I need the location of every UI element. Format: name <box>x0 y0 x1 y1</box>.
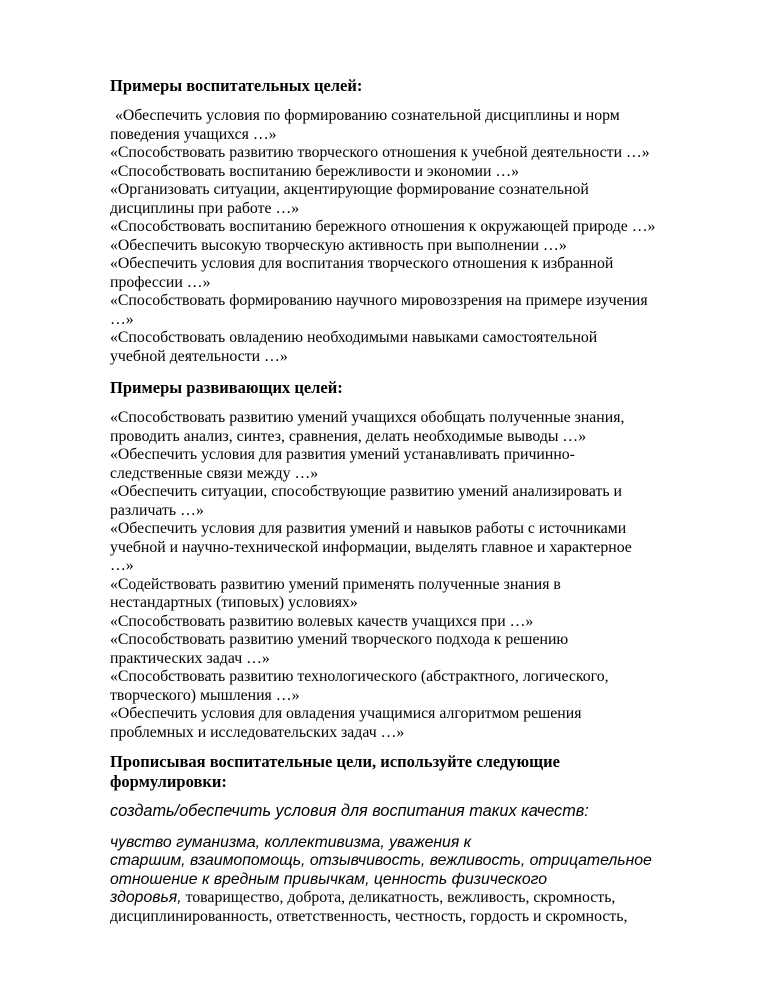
educational-goal-line: профессии …» <box>110 273 211 291</box>
educational-goal-line: «Способствовать формированию научного мировоззрения на примере изучения <box>110 292 648 309</box>
developmental-goal-line: проводить анализ, синтез, сравнения, делать необходимые выводы …» <box>110 427 587 445</box>
educational-goal-line: «Способствовать овладению необходимыми навыками самостоятельной <box>110 329 598 346</box>
developmental-goal-line: «Способствовать развитию волевых качеств учащихся при …» <box>110 612 534 630</box>
developmental-goal-line: проблемных и исследовательских задач …» <box>110 723 405 741</box>
educational-goal-line: «Способствовать развитию творческого отношения к учебной деятельности …» <box>110 144 650 161</box>
qualities-italic-fragment: здоровья, <box>110 889 182 906</box>
developmental-goal-line: «Способствовать развитию умений творческого подхода к решению <box>110 631 569 648</box>
educational-goal-line: «Обеспечить высокую творческую активность при выполнении …» <box>110 236 567 254</box>
educational-goal-line: поведения учащихся …» <box>110 125 277 143</box>
developmental-goal-line: следственные связи между …» <box>110 464 319 482</box>
developmental-goal-line: «Обеспечить ситуации, способствующие развитию умений анализировать и <box>110 483 623 500</box>
heading-wording-line: формулировки: <box>110 772 227 791</box>
qualities-italic-line: чувство гуманизма, коллективизма, уважения к <box>110 833 472 851</box>
educational-goal-line: «Организовать ситуации, акцентирующие формирование сознательной <box>110 181 589 198</box>
developmental-goal-line: нестандартных (типовых) условиях» <box>110 594 358 611</box>
heading-educational-goals: Примеры воспитательных целей: <box>110 76 363 95</box>
document-page <box>110 76 730 926</box>
heading-wording-line: Прописывая воспитательные цели, используйте следующие <box>110 752 560 771</box>
heading-developmental-goals: Примеры развивающих целей: <box>110 378 343 397</box>
educational-goal-line: «Обеспечить условия по формированию сознательной дисциплины и норм <box>115 107 620 124</box>
qualities-roman-fragment: товарищество, доброта, деликатность, вежливость, скромность, <box>181 889 616 906</box>
educational-goal-line: …» <box>110 310 134 328</box>
educational-goal-line: дисциплины при работе …» <box>110 199 300 217</box>
educational-goals-list <box>110 107 730 366</box>
educational-goal-line: «Способствовать воспитанию бережного отношения к окружающей природе …» <box>110 218 656 235</box>
qualities-final-line: дисциплинированность, ответственность, честность, гордость и скромность, <box>110 907 628 925</box>
qualities-mixed-line <box>110 889 730 908</box>
educational-goal-line: «Способствовать воспитанию бережливости и экономии …» <box>110 162 520 180</box>
developmental-goal-line: «Обеспечить условия для овладения учащимися алгоритмом решения <box>110 705 582 722</box>
heading-wording-guidance <box>110 752 730 792</box>
developmental-goal-line: практических задач …» <box>110 649 270 667</box>
developmental-goal-line: учебной и научно-технической информации, выделять главное и характерное <box>110 538 632 556</box>
developmental-goal-line: «Содействовать развитию умений применять полученные знания в <box>110 575 561 593</box>
developmental-goal-line: различать …» <box>110 501 204 519</box>
developmental-goals-list <box>110 409 730 742</box>
educational-goal-line: «Обеспечить условия для воспитания творческого отношения к избранной <box>110 255 614 272</box>
developmental-goal-line: «Обеспечить условия для развития умений устанавливать причинно- <box>110 446 575 463</box>
educational-goal-line: учебной деятельности …» <box>110 347 288 365</box>
developmental-goal-line: …» <box>110 557 134 574</box>
developmental-goal-line: творческого) мышления …» <box>110 686 300 704</box>
developmental-goal-line: «Обеспечить условия для развития умений и навыков работы с источниками <box>110 520 627 537</box>
italic-intro-line: создать/обеспечить условия для воспитания таких качеств: <box>110 802 589 820</box>
qualities-italic-line: старшим, взаимопомощь, отзывчивость, вежливость, отрицательное <box>110 852 652 869</box>
qualities-paragraph <box>110 834 730 927</box>
qualities-italic-line: отношение к вредным привычкам, ценность физического <box>110 870 548 888</box>
developmental-goal-line: «Способствовать развитию умений учащихся обобщать полученные знания, <box>110 409 625 426</box>
developmental-goal-line: «Способствовать развитию технологического (абстрактного, логического, <box>110 668 609 685</box>
